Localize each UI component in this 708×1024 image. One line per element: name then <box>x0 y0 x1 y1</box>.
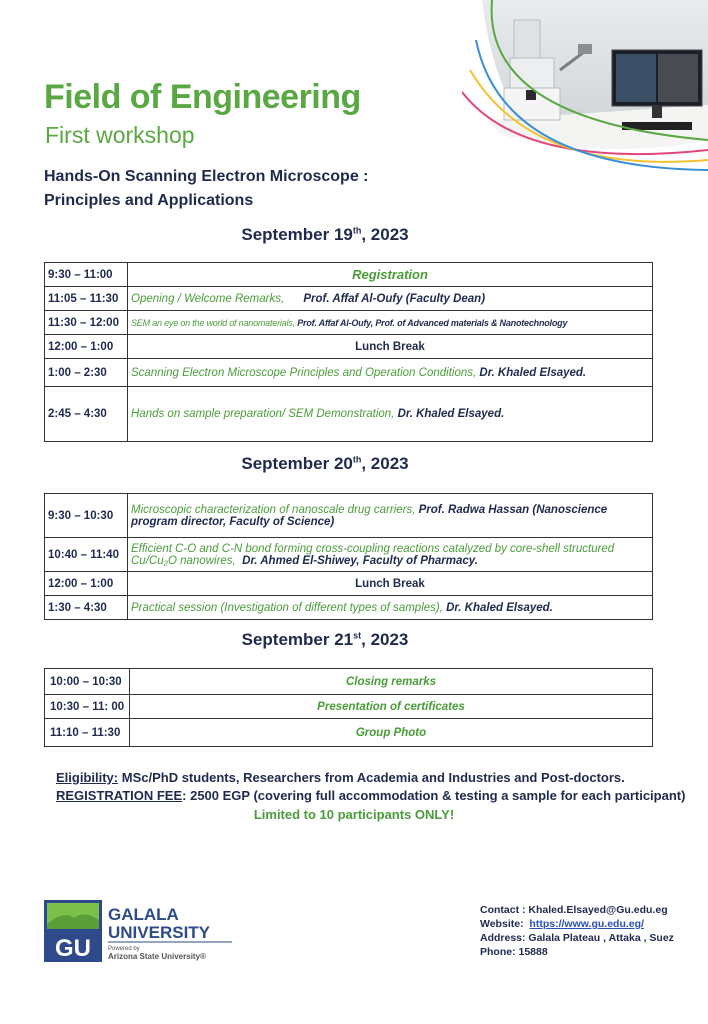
contact-email: Contact : Khaled.Elsayed@Gu.edu.eg <box>480 904 668 916</box>
session-title: Opening / Welcome Remarks, <box>131 292 285 305</box>
day-1-date: September 19 <box>241 225 353 244</box>
session-details <box>128 359 653 387</box>
eligibility-text: MSc/PhD students, Researchers from Academia and Industries and Post-doctors. <box>118 770 625 785</box>
day-2-date: September 20 <box>241 454 353 473</box>
session-speaker: Prof. Affaf Al-Oufy (Faculty Dean) <box>303 292 486 305</box>
lunch-break: Lunch Break <box>128 335 653 359</box>
logo-name-line-2: UNIVERSITY <box>108 923 211 942</box>
contact-block <box>480 903 674 959</box>
contact-address: Address: Galala Plateau , Attaka , Suez <box>480 932 674 944</box>
day-3-year: , 2023 <box>361 630 409 649</box>
header-photo <box>462 0 708 178</box>
day-2-year: , 2023 <box>361 454 409 473</box>
session-title: Practical session (Investigation of different types of samples), <box>131 601 443 614</box>
session-title: Registration <box>128 263 653 287</box>
session-details <box>128 538 653 572</box>
table-row <box>45 695 653 719</box>
session-time: 10:30 – 11: 00 <box>45 695 130 719</box>
session-time: 11:10 – 11:30 <box>45 719 130 747</box>
session-title: Closing remarks <box>130 669 653 695</box>
session-title: Group Photo <box>130 719 653 747</box>
session-time: 10:00 – 10:30 <box>45 669 130 695</box>
day-3-date: September 21 <box>241 630 354 649</box>
session-time: 11:30 – 12:00 <box>45 311 128 335</box>
day-2-date-suffix: th <box>352 454 362 465</box>
day-3-date-suffix: st <box>353 630 362 641</box>
university-logo-mark <box>44 900 234 964</box>
course-title-line-2: Principles and Applications <box>44 192 254 209</box>
galala-university-logo <box>44 900 234 964</box>
table-row <box>45 311 653 335</box>
table-row <box>45 494 653 538</box>
table-row <box>45 596 653 620</box>
session-speaker: Dr. Khaled Elsayed. <box>397 408 505 420</box>
table-row <box>45 335 653 359</box>
logo-mark-text: GU <box>55 935 91 962</box>
session-time: 9:30 – 11:00 <box>45 263 128 287</box>
day-2-schedule-table <box>44 493 653 620</box>
sem-lab-photo <box>462 0 708 178</box>
session-time: 2:45 – 4:30 <box>45 387 128 442</box>
session-speaker: Prof. Radwa Hassan (Nanoscience program director, Faculty of Science) <box>131 503 608 528</box>
logo-powered-by: Powered by <box>108 946 140 952</box>
session-title: Scanning Electron Microscope Principles and Operation Conditions, <box>131 366 477 379</box>
fee-text: : 2500 EGP (covering full accommodation & testing a sample for each participant) <box>182 788 686 803</box>
table-row <box>45 263 653 287</box>
website-link[interactable]: https://www.gu.edu.eg/ <box>529 918 644 930</box>
eligibility-block <box>56 769 706 805</box>
session-details <box>128 596 653 620</box>
day-1-schedule-table <box>44 262 653 442</box>
day-3-schedule-table <box>44 668 653 747</box>
table-row <box>45 669 653 695</box>
day-1-date-suffix: th <box>352 225 362 236</box>
session-title: Presentation of certificates <box>130 695 653 719</box>
session-speaker: Prof. Affaf Al-Oufy, Prof. of Advanced materials & Nanotechnology <box>297 317 568 328</box>
fee-line <box>56 787 706 805</box>
session-time: 12:00 – 1:00 <box>45 335 128 359</box>
session-title: Microscopic characterization of nanoscale drug carriers, <box>131 503 416 516</box>
session-title: Efficient C-O and C-N bond forming cross-coupling reactions catalyzed by core-shell structured Cu/Cu₂O nanowires, <box>131 542 615 567</box>
day-1-year: , 2023 <box>361 225 409 244</box>
website-label: Website: <box>480 918 524 930</box>
page-title: Field of Engineering <box>44 78 361 116</box>
course-title <box>44 165 444 213</box>
logo-name-line-1: GALALA <box>108 905 179 924</box>
session-time: 11:05 – 11:30 <box>45 287 128 311</box>
session-time: 1:00 – 2:30 <box>45 359 128 387</box>
table-row <box>45 287 653 311</box>
page-subtitle: First workshop <box>45 122 195 148</box>
session-details <box>128 311 653 335</box>
fee-label: REGISTRATION FEE <box>56 788 183 803</box>
session-speaker: Dr. Khaled Elsayed. <box>446 601 553 614</box>
session-details <box>128 387 653 442</box>
lunch-break: Lunch Break <box>128 572 653 596</box>
session-time: 12:00 – 1:00 <box>45 572 128 596</box>
table-row <box>45 572 653 596</box>
course-title-line-1: Hands-On Scanning Electron Microscope : <box>44 168 369 185</box>
table-row <box>45 387 653 442</box>
session-speaker: Dr. Khaled Elsayed. <box>479 366 587 379</box>
session-title: Hands on sample preparation/ SEM Demonstration, <box>131 408 395 420</box>
eligibility-label: Eligibility: <box>56 770 119 785</box>
table-row <box>45 719 653 747</box>
table-row <box>45 359 653 387</box>
contact-phone: Phone: 15888 <box>480 946 548 958</box>
participant-limit: Limited to 10 participants ONLY! <box>253 807 455 822</box>
contact-website <box>480 917 674 931</box>
eligibility-line <box>56 769 706 787</box>
day-3-heading <box>0 630 650 650</box>
table-row <box>45 538 653 572</box>
session-details <box>128 287 653 311</box>
session-time: 1:30 – 4:30 <box>45 596 128 620</box>
day-2-heading <box>0 454 650 474</box>
session-speaker: Dr. Ahmed El-Shiwey, Faculty of Pharmacy. <box>242 554 478 567</box>
day-1-heading <box>0 225 650 245</box>
session-time: 9:30 – 10:30 <box>45 494 128 538</box>
logo-asu: Arizona State University® <box>108 952 206 961</box>
session-time: 10:40 – 11:40 <box>45 538 128 572</box>
session-details <box>128 494 653 538</box>
session-title: SEM an eye on the world of nanomaterials, <box>131 317 295 328</box>
